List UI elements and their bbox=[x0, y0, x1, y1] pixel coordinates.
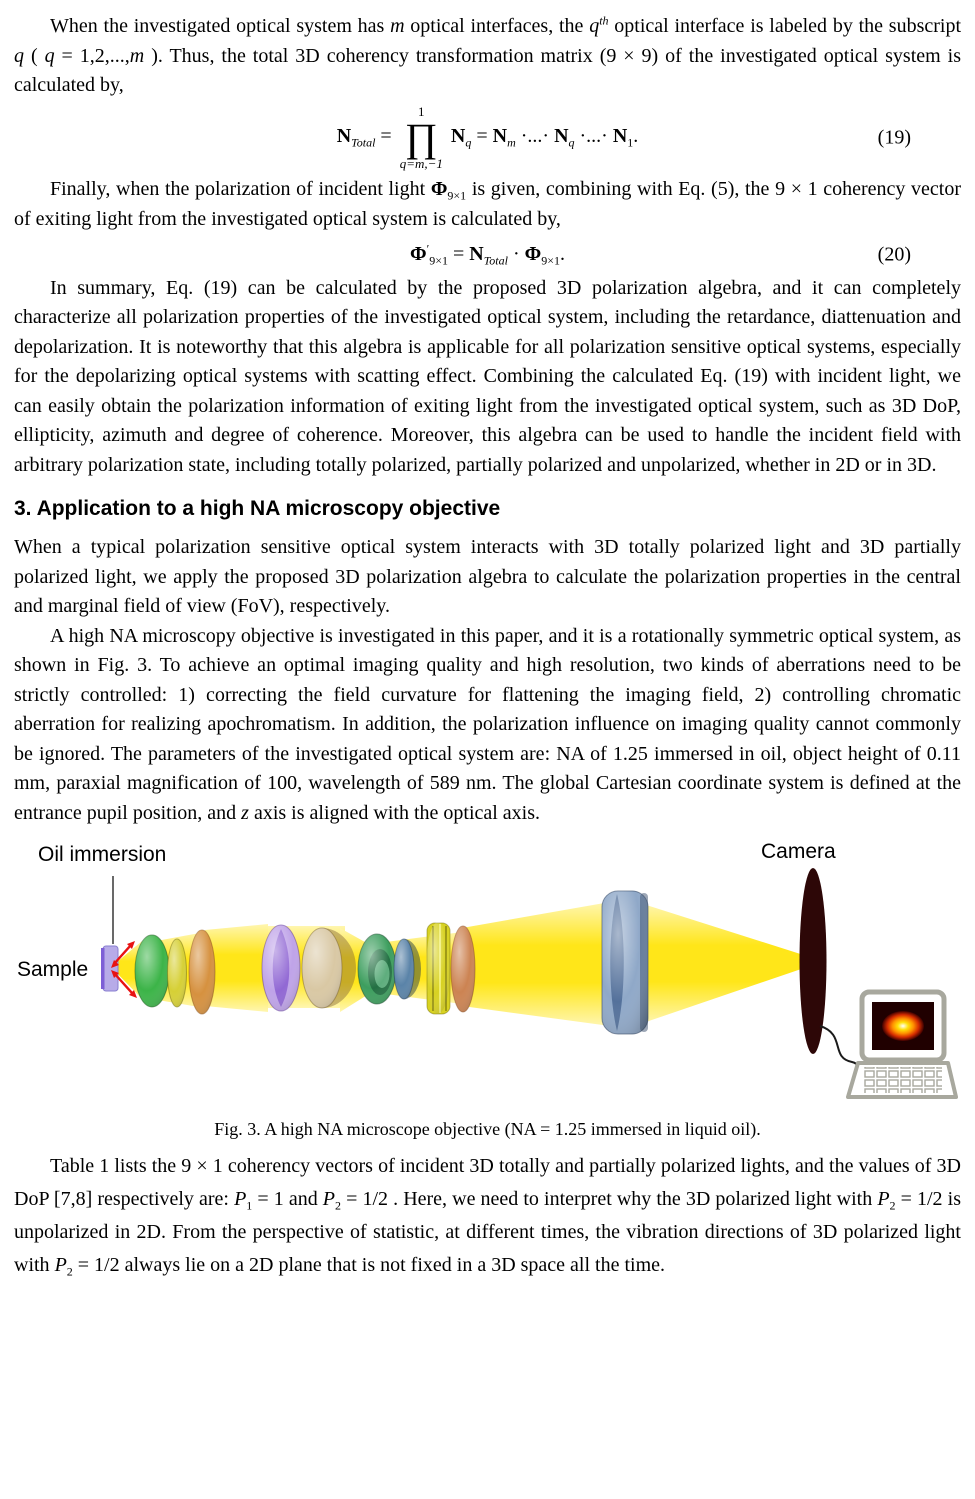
paragraph-summary: In summary, Eq. (19) can be calculated by the proposed 3D polarization algebra, and it can completely characterize all polarization properties of the investigated optical system, including the retardance, diattenuation and depolarization. It is noteworthy that this algebra is applicable for all polarization sensitive optical systems, especially for the depolarizing optical systems with scatting effect. Combining the calculated Eq. (19) with incident light, we can easily obtain the polarization information of exiting light from the investigated optical system, such as 3D DoP, ellipticity, azimuth and degree of coherence. Moreover, this algebra can be used to handle the incident field with arbitrary polarization state, including totally polarized, partially polarized and unpolarized, whether in 2D or in 3D. bbox=[14, 276, 961, 476]
paragraph-application: When a typical polarization sensitive optical system interacts with 3D totally polarized light and 3D partially polarized light, we apply the proposed 3D polarization algebra to calculate the polarization properties in the central and marginal field of view (FoV), respectively. bbox=[14, 536, 961, 618]
paragraph-finally: Finally, when the polarization of incident light $\Phi_{9\times 1}$ is given, combining with Eq. (5), the 9 × 1 coherency vector of exiting light from the investigated optical system is calculated by, bbox=[14, 178, 962, 230]
equation-20 bbox=[14, 240, 961, 270]
oil-immersion-label: Oil immersion bbox=[38, 843, 167, 867]
figure-caption: Fig. 3. A high NA microscope objective (NA = 1.25 immersed in liquid oil). bbox=[214, 1119, 761, 1140]
lens-green-front bbox=[135, 935, 169, 1007]
figure-3 bbox=[0, 836, 975, 1108]
lens-yellow-cylinder bbox=[426, 922, 450, 1014]
equation-20-number: (20) bbox=[877, 243, 911, 266]
optical-system-diagram bbox=[0, 836, 975, 1108]
eq19-lhs: $N_{Total}$ = bbox=[336, 125, 397, 150]
sample-element bbox=[101, 946, 118, 991]
equation-19-body bbox=[337, 105, 639, 172]
section-heading: 3. Application to a high NA microscopy objective bbox=[14, 497, 501, 521]
eq19-rhs: $N_q = N_m$ ·...· $N_q$ ·...· $N_1$. bbox=[450, 125, 639, 150]
lens-yellow-thin bbox=[168, 939, 187, 1007]
lens-orange-rear bbox=[451, 926, 475, 1012]
lens-green-rear bbox=[358, 934, 396, 1004]
paragraph-table1: Table 1 lists the 9 × 1 coherency vectors of incident 3D totally and partially polarized lights, and the values of 3D DoP [7,8] respectively are: $P_1 = 1$ and $P_2 = 1/2$ . Here, we need to interpret why the 3D polarized light with $P_2 = 1/2$ is unpolarized in 2D. From the perspective of statistic, at different times, the vibration directions of 3D polarized light with $P_2 = 1/2$ always lie on a 2D plane that is not fixed in a 3D space all the time. bbox=[14, 1155, 961, 1279]
lens-orange-front bbox=[189, 930, 215, 1014]
lens-purple-doublet bbox=[262, 925, 300, 1011]
camera-label: Camera bbox=[761, 840, 836, 864]
lens-tube-doublet bbox=[602, 891, 648, 1034]
product-upper-limit: 1 bbox=[418, 103, 425, 119]
product-operator bbox=[400, 105, 443, 172]
sample-label: Sample bbox=[17, 958, 89, 982]
equation-19 bbox=[14, 105, 961, 172]
paragraph-intro: When the investigated optical system has m optical interfaces, the $q^{th}$ optical interface is labeled by the subscript q ( q = 1,2,...,m ). Thus, the total 3D coherency transformation matrix (9 × 9) of the investigated optical system is calculated by, bbox=[14, 13, 961, 96]
paragraph-objective: A high NA microscopy objective is investigated in this paper, and it is a rotationally symmetric optical system, as shown in Fig. 3. To achieve an optimal imaging quality and high resolution, two kinds of aberrations need to be strictly controlled: 1) correcting the field curvature for flattening the imaging field, 2) controlling chromatic aberration for realizing apochromatism. In addition, the polarization influence on imaging quality cannot commonly be ignored. The parameters of the investigated optical system are: NA of 1.25 immersed in oil, object height of 0.11 mm, paraxial magnification of 100, wavelength of 589 nm. The global Cartesian coordinate system is defined at the entrance pupil position, and z axis is aligned with the optical axis. bbox=[14, 624, 961, 824]
equation-19-number: (19) bbox=[877, 126, 911, 149]
psf-spot bbox=[882, 1011, 924, 1041]
equation-20-body: $\Phi'_{9\times 1} = N_{Total} \cdot \Phi_{9\times 1}$. bbox=[409, 241, 566, 268]
product-symbol: ∏ bbox=[404, 114, 438, 160]
product-lower-limit: q=m,−1 bbox=[399, 155, 443, 171]
laptop-icon bbox=[848, 992, 956, 1097]
